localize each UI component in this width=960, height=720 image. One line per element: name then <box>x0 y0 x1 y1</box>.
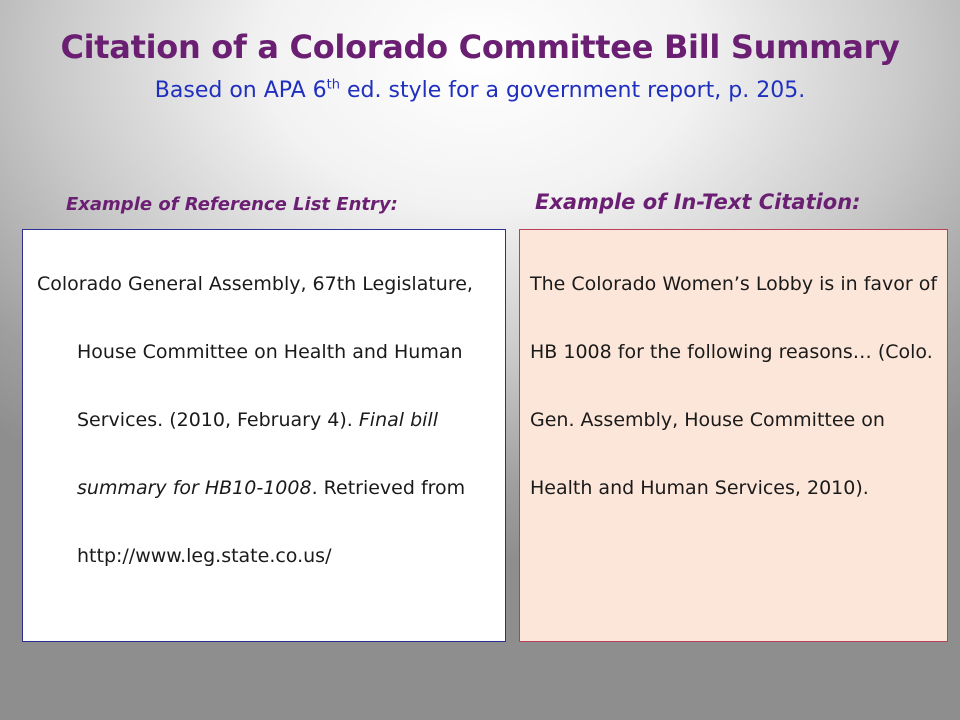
in-text-citation-text: The Colorado Women’s Lobby is in favor of HB 1008 for the following reasons… (Colo. Gen. Assembly, House Committee on Health and Human Services, 2010). <box>530 273 938 499</box>
reference-entry-part-1: Colorado General Assembly, 67th Legislature, House Committee on Health and Human Services. (2010, February 4). <box>37 273 473 431</box>
reference-entry-italic-title: Final bill summary for HB10-1008 <box>77 409 438 499</box>
slide-subtitle <box>0 78 960 103</box>
reference-list-heading: Example of Reference List Entry: <box>66 194 398 215</box>
subtitle-prefix: Based on APA 6 <box>154 78 327 103</box>
reference-entry-part-2: . Retrieved from http://www.leg.state.co.us/ <box>77 477 466 567</box>
reference-entry-text <box>37 250 497 590</box>
in-text-citation-heading: Example of In-Text Citation: <box>535 190 861 214</box>
in-text-citation-box <box>519 229 948 642</box>
slide-title: Citation of a Colorado Committee Bill Summary <box>60 28 900 66</box>
subtitle-suffix: ed. style for a government report, p. 205. <box>340 78 806 103</box>
subtitle-superscript: th <box>326 77 341 93</box>
reference-entry-box <box>22 229 506 642</box>
